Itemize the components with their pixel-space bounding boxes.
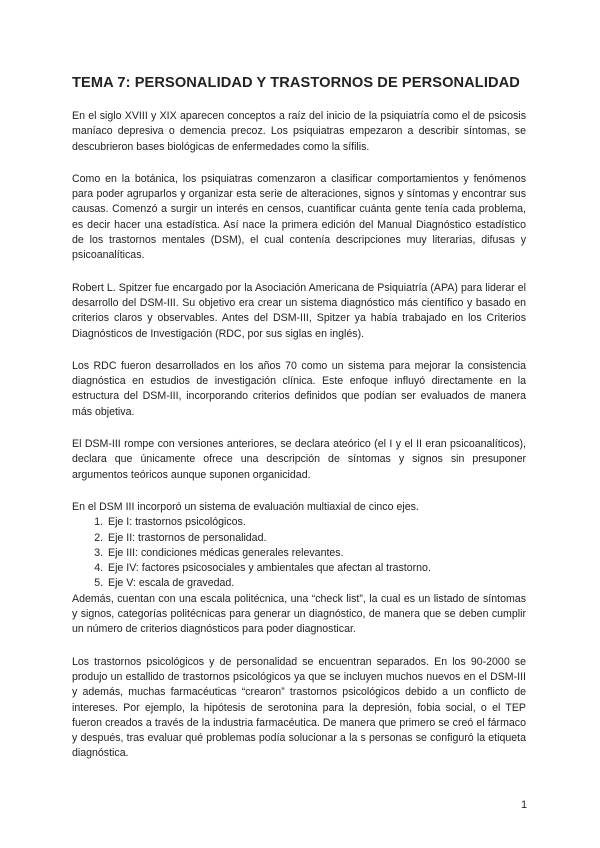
list-item: 1. Eje I: trastornos psicológicos. [106, 515, 526, 530]
paragraph-botany: Como en la botánica, los psiquiatras comenzaron a clasificar comportamientos y fenómenos para poder agruparlos y organizar esta serie de alteraciones, signos y síntomas y encontrar sus causas. Comenzó a surgir un interés en censos, cuantificar cuánta gente tenía cada problema, es decir hacer una estadística. Así nace la primera edición del Manual Diagnóstico estadístico de los trastornos mentales (DSM), el cual contenía descripciones muy literarias, difusas y psicoanalíticas. [72, 172, 526, 262]
paragraph-dsm-iii: El DSM-III rompe con versiones anteriores, se declara ateórico (el I y el II eran psicoanalíticos), declara que únicamente ofrece una descripción de síntomas y signos sin presuponer argumentos teóricos aunque suponen organicidad. [72, 438, 526, 481]
paragraph-check-list: Además, cuentan con una escala politécnica, una “check list”, la cual es un listado de síntomas y signos, categorías politécnicas para generar un diagnóstico, de manera que se deben cumplir un número de criterios diagnósticos para poder diagnosticar. [72, 592, 526, 636]
paragraph-multiaxial-intro: En el DSM III incorporó un sistema de evaluación multiaxial de cinco ejes. [72, 500, 419, 513]
list-item: 3. Eje III: condiciones médicas generales relevantes. [106, 546, 526, 561]
paragraph-rdc: Los RDC fueron desarrollados en los años 70 como un sistema para mejorar la consistencia diagnóstica en estudios de investigación clínica. Este enfoque influyó directamente en la estructura del DSM-III, incorporando criterios definidos que podían ser evaluados de manera más objetiva. [72, 359, 526, 418]
list-item: 5. Eje V: escala de gravedad. [106, 576, 526, 591]
list-item: 2. Eje II: trastornos de personalidad. [106, 531, 526, 546]
paragraph-spitzer: Robert L. Spitzer fue encargado por la Asociación Americana de Psiquiatría (APA) para liderar el desarrollo del DSM-III. Su objetivo era crear un sistema diagnóstico más científico y basado en criterios claros y observables. Antes del DSM-III, Spitzer ya había trabajado en los Criterios Diagnósticos de Investigación (RDC, por sus siglas en inglés). [72, 281, 526, 340]
list-item: 4. Eje IV: factores psicosociales y ambientales que afectan al trastorno. [106, 561, 526, 576]
page-number: 1 [521, 799, 527, 811]
paragraph-history: En el siglo XVIII y XIX aparecen conceptos a raíz del inicio de la psiquiatría como el de psicosis maníaco depresiva o demencia precoz. Los psiquiatras empezaron a describir síntomas, se descubrieron bases biológicas de enfermedades como la sífilis. [72, 110, 526, 153]
document-title: TEMA 7: PERSONALIDAD Y TRASTORNOS DE PERSONALIDAD [72, 75, 520, 91]
axes-list [72, 515, 526, 591]
document-page [72, 74, 526, 779]
paragraph-pharma: Los trastornos psicológicos y de personalidad se encuentran separados. En los 90-2000 se produjo un estallido de trastornos psicológicos ya que se incluyen muchos nuevos en el DSM-III y además, muchas farmacéuticas “crearon” trastornos psicológicos debido a un conflicto de intereses. Por ejemplo, la hipótesis de serotonina para la depresión, fobia social, o el TEP fueron creados a través de la industria farmacéutica. De manera que primero se creó el fármaco y después, tras evaluar qué problemas podía solucionar a la s personas se configuró la etiqueta diagnóstica. [72, 655, 526, 760]
